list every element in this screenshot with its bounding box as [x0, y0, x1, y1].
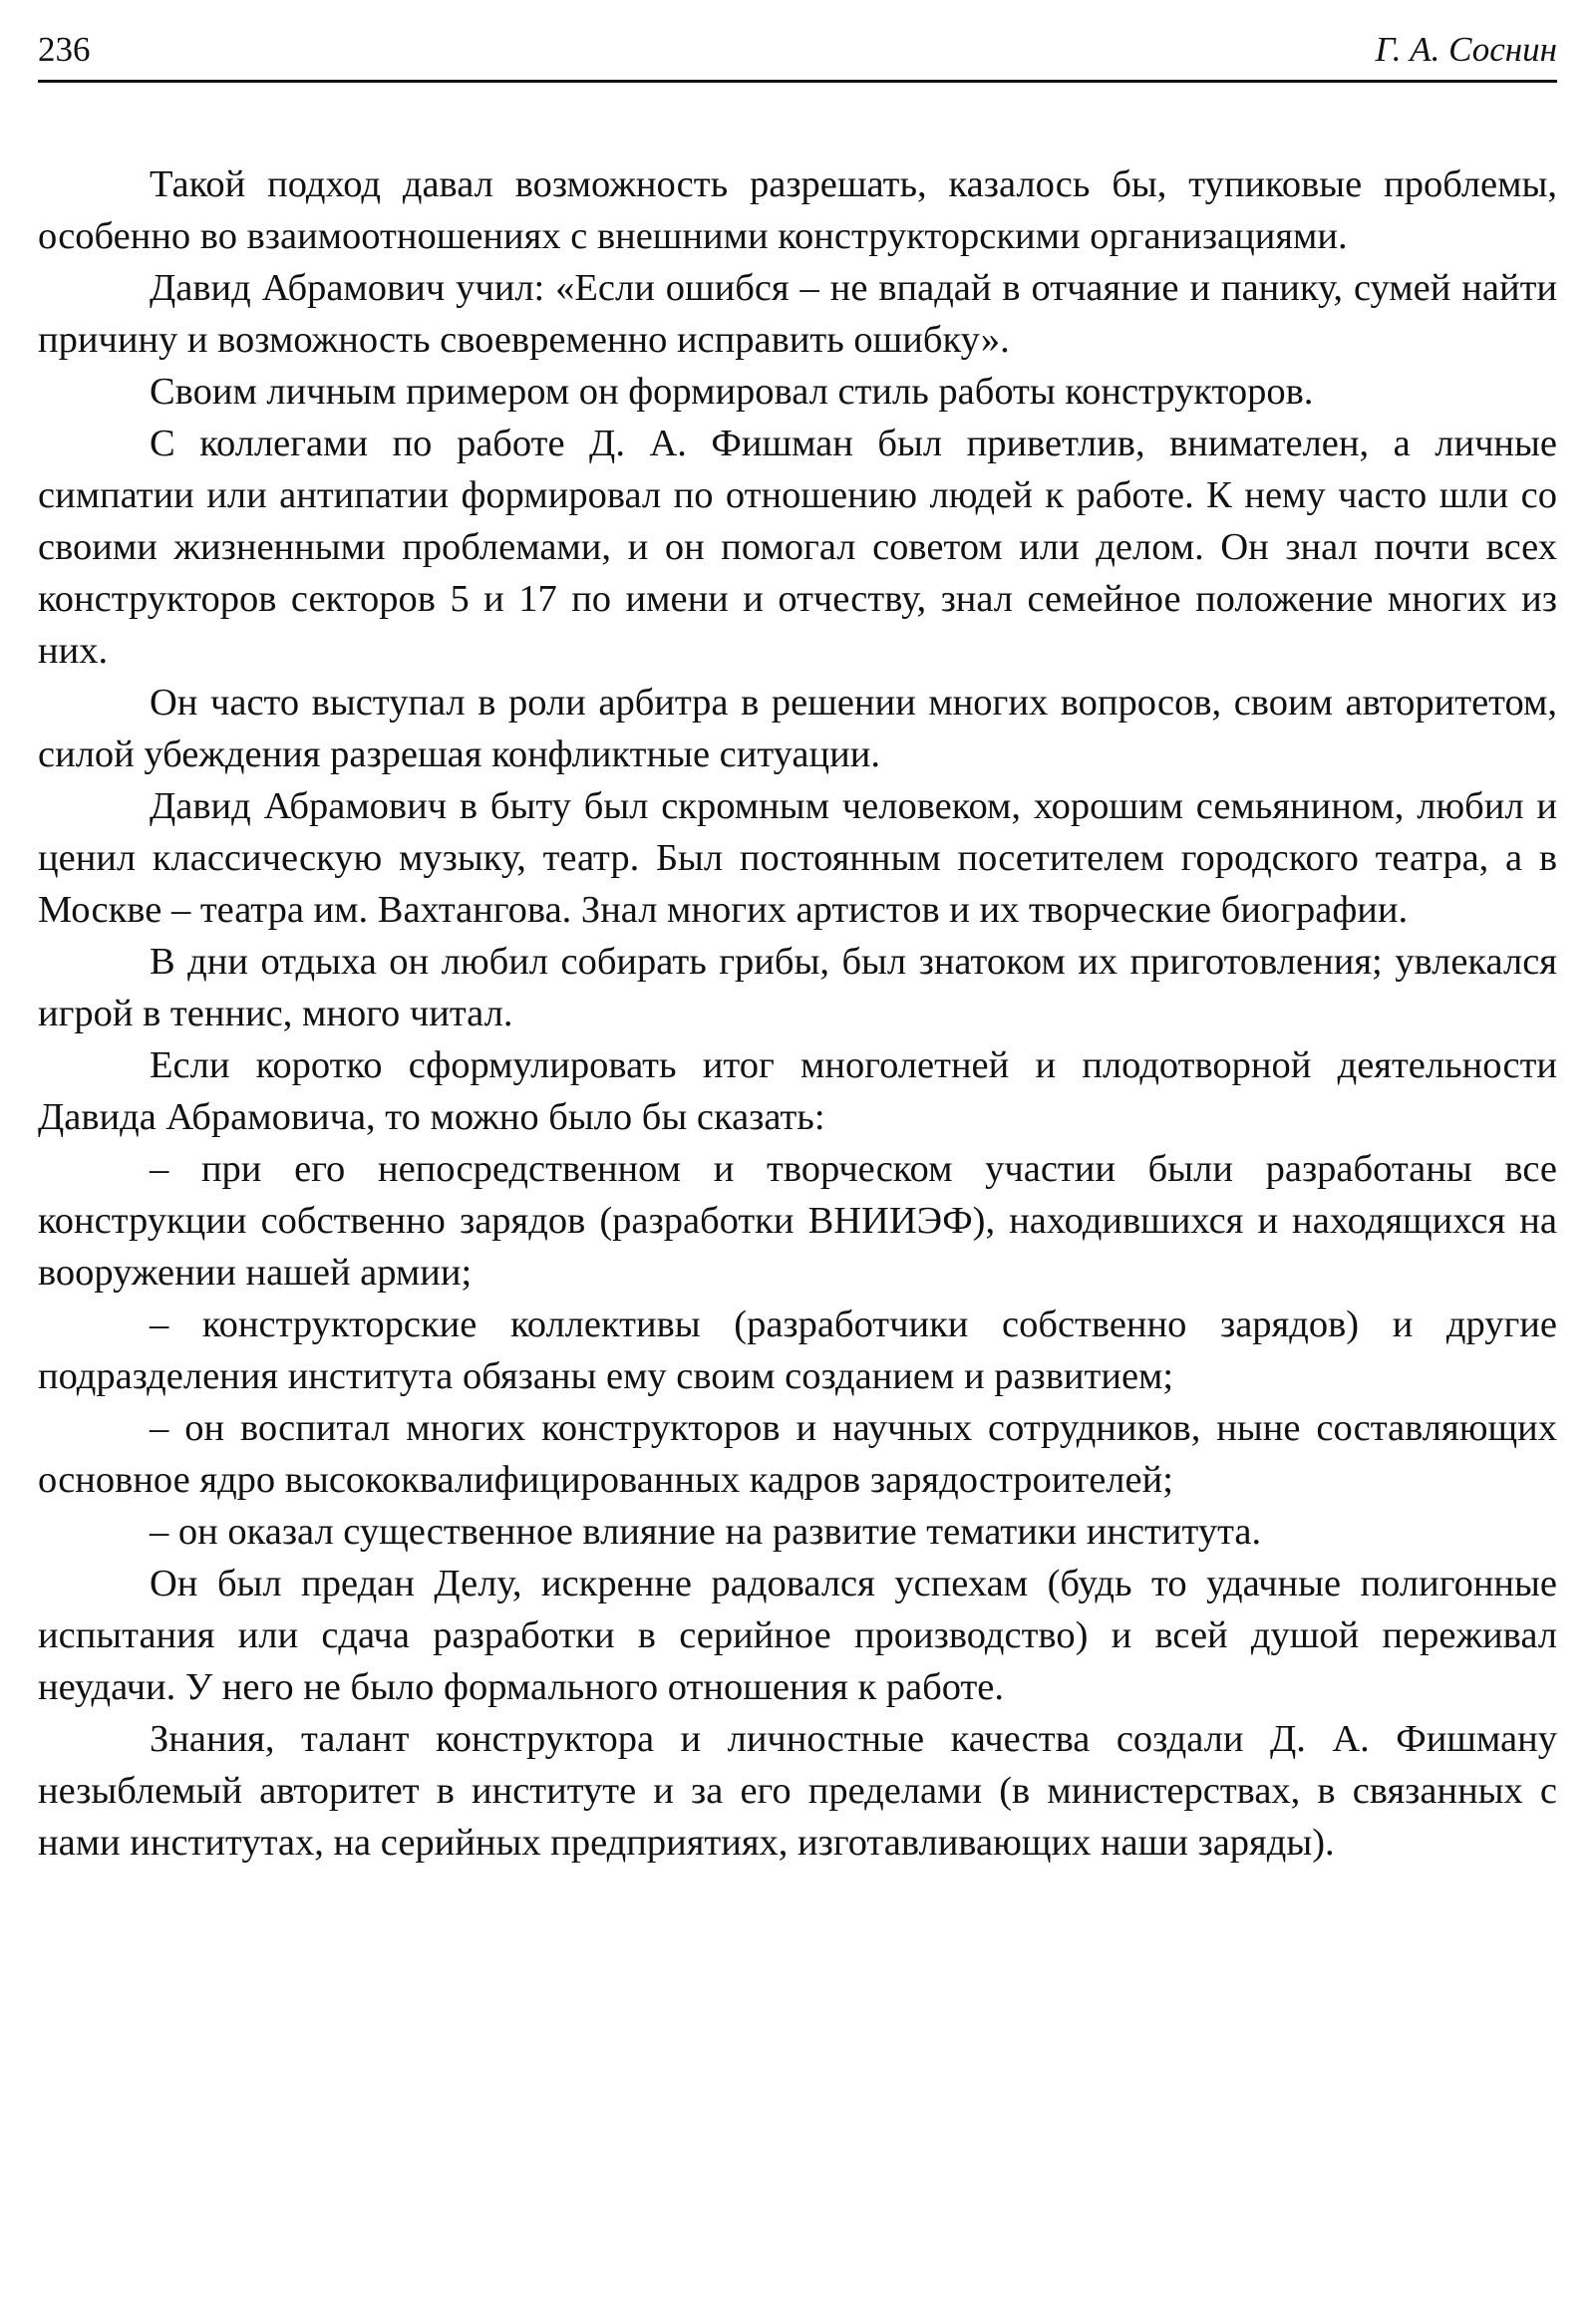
paragraph: Своим личным примером он формировал стиль работы конструкторов. — [150, 371, 1314, 413]
paragraph: Он часто выступал в роли арбитра в решении многих вопросов, своим авторитетом, силой убеждения разрешая конфликтные ситуации. — [38, 682, 1557, 775]
paragraph: Давид Абрамович в быту был скромным человеком, хорошим семьянином, любил и ценил классическую музыку, театр. Был постоянным посетителем городского театра, а в Москве – театра им. Вахтангова. Знал многих артистов и их творческие биографии. — [38, 785, 1557, 931]
paragraph: Такой подход давал возможность разрешать, казалось бы, тупиковые проблемы, особенно во взаимоотношениях с внешними конструкторскими организациями. — [38, 163, 1557, 257]
paragraph: С коллегами по работе Д. А. Фишман был приветлив, внимателен, а личные симпатии или антипатии формировал по отношению людей к работе. К нему часто шли со своими жизненными проблемами, и он помогал советом или делом. Он знал почти всех конструкторов секторов 5 и 17 по имени и отчеству, знал семейное положение многих из них. — [38, 423, 1557, 672]
list-item-paragraph: – при его непосредственном и творческом участии были разработаны все конструкции собственно зарядов (разработки ВНИИЭФ), находившихся и находящихся на вооружении нашей армии; — [38, 1148, 1557, 1294]
body-text — [38, 158, 1557, 1869]
list-item-paragraph: – конструкторские коллективы (разработчики собственно зарядов) и другие подразделения института обязаны ему своим созданием и развитием; — [38, 1304, 1557, 1397]
paragraph: Давид Абрамович учил: «Если ошибся – не впадай в отчаяние и панику, сумей найти причину и возможность своевременно исправить ошибку». — [38, 267, 1557, 361]
page-number: 236 — [38, 30, 91, 69]
running-title-author: Г. А. Соснин — [1375, 30, 1557, 69]
paragraph: Знания, талант конструктора и личностные качества создали Д. А. Фишману незыблемый авторитет в институте и за его пределами (в министерствах, в связанных с нами институтах, на серийных предприятиях, изготавливающих наши заряды). — [38, 1718, 1557, 1864]
list-item-paragraph: – он оказал существенное влияние на развитие тематики института. — [150, 1511, 1262, 1553]
running-header — [38, 24, 1557, 83]
book-page — [38, 24, 1557, 1869]
paragraph: Если коротко сформулировать итог многолетней и плодотворной деятельности Давида Абрамовича, то можно было бы сказать: — [38, 1044, 1557, 1138]
paragraph: Он был предан Делу, искренне радовался успехам (будь то удачные полигонные испытания или сдача разработки в серийное производство) и всей душой переживал неудачи. У него не было формального отношения к работе. — [38, 1563, 1557, 1708]
paragraph: В дни отдыха он любил собирать грибы, был знатоком их приготовления; увлекался игрой в теннис, много читал. — [38, 941, 1557, 1034]
list-item-paragraph: – он воспитал многих конструкторов и научных сотрудников, ныне составляющих основное ядро высококвалифицированных кадров зарядостроителей; — [38, 1407, 1557, 1501]
